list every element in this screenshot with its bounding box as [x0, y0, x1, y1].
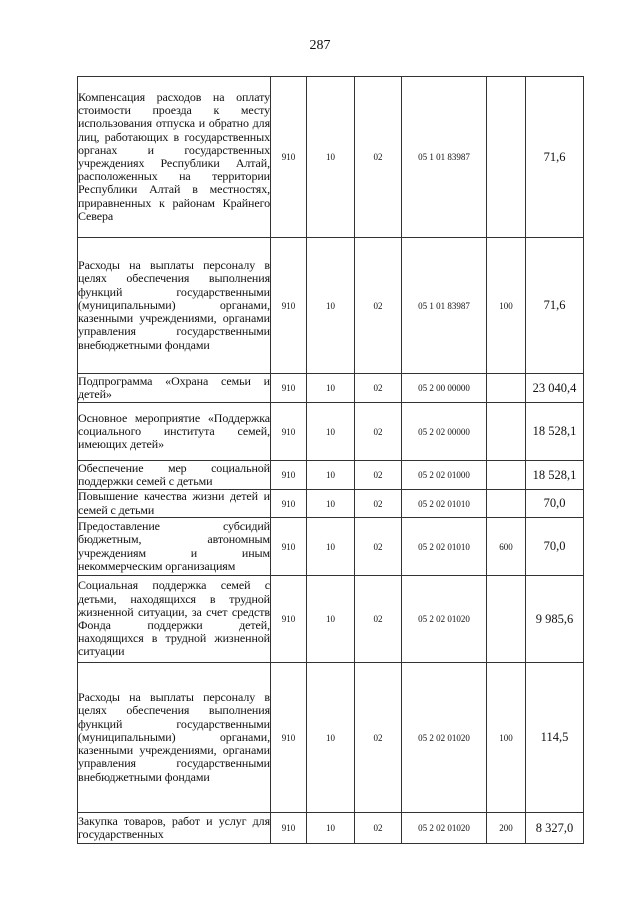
table-row: [78, 374, 584, 403]
row-description: Повышение качества жизни детей и семей с детьми: [78, 489, 270, 517]
section-code: 10: [307, 518, 355, 576]
subsection-code: 02: [355, 813, 402, 844]
target-article-code: 05 2 02 01010: [402, 490, 487, 518]
amount: 23 040,4: [526, 374, 584, 403]
page-number: 287: [309, 38, 331, 53]
row-description: Расходы на выплаты персоналу в целях обеспечения выполнения функций государственными (муниципальными) органами, казенными учреждениями, органами управления государственными внебюджетными фондами: [78, 238, 271, 374]
table-row: [78, 518, 584, 576]
expense-type-code: 100: [487, 663, 526, 813]
ministry-code: 910: [271, 813, 307, 844]
target-article-code: 05 2 02 00000: [402, 403, 487, 461]
row-description: Предоставление субсидий бюджетным, автономным учреждениям и иным некоммерческим организациям: [78, 518, 271, 576]
target-article-code: 05 2 00 00000: [402, 374, 487, 403]
target-article-code: 05 2 02 01020: [402, 813, 487, 844]
subsection-code: 02: [355, 374, 402, 403]
table-row: [78, 461, 584, 490]
section-code: 10: [307, 238, 355, 374]
table-row: [78, 403, 584, 461]
section-code: 10: [307, 576, 355, 663]
subsection-code: 02: [355, 490, 402, 518]
row-description: Основное мероприятие «Поддержка социального института семей, имеющих детей»: [78, 403, 271, 461]
table-row: [78, 238, 584, 374]
expense-type-code: 200: [487, 813, 526, 844]
amount: 71,6: [526, 238, 584, 374]
section-code: 10: [307, 77, 355, 238]
subsection-code: 02: [355, 77, 402, 238]
expense-type-code: [487, 77, 526, 238]
target-article-code: 05 2 02 01000: [402, 461, 487, 490]
ministry-code: 910: [271, 374, 307, 403]
target-article-code: 05 1 01 83987: [402, 77, 487, 238]
section-code: 10: [307, 813, 355, 844]
subsection-code: 02: [355, 576, 402, 663]
table-row: [78, 490, 584, 518]
table-row: [78, 576, 584, 663]
row-description: Закупка товаров, работ и услуг для государственных: [78, 813, 271, 844]
expense-type-code: [487, 490, 526, 518]
table-row: [78, 77, 584, 238]
ministry-code: 910: [271, 461, 307, 490]
row-description: Компенсация расходов на оплату стоимости проезда к месту использования отпуска и обратно для лиц, работающих в государственных органах и государственных учреждениях Республики Алтай, расположенных на территории Республики Алтай в местностях, приравненных к районам Крайнего Севера: [78, 77, 271, 238]
ministry-code: 910: [271, 77, 307, 238]
amount: 18 528,1: [526, 461, 584, 490]
subsection-code: 02: [355, 663, 402, 813]
subsection-code: 02: [355, 403, 402, 461]
row-description: Подпрограмма «Охрана семьи и детей»: [78, 373, 270, 401]
ministry-code: 910: [271, 518, 307, 576]
section-code: 10: [307, 663, 355, 813]
target-article-code: 05 2 02 01020: [402, 576, 487, 663]
ministry-code: 910: [271, 403, 307, 461]
amount: 18 528,1: [526, 403, 584, 461]
expense-type-code: 600: [487, 518, 526, 576]
expense-type-code: [487, 374, 526, 403]
budget-table: [77, 76, 584, 844]
subsection-code: 02: [355, 238, 402, 374]
amount: 71,6: [526, 77, 584, 238]
subsection-code: 02: [355, 518, 402, 576]
target-article-code: 05 2 02 01020: [402, 663, 487, 813]
expense-type-code: 100: [487, 238, 526, 374]
table-row: [78, 663, 584, 813]
target-article-code: 05 2 02 01010: [402, 518, 487, 576]
amount: 70,0: [526, 518, 584, 576]
target-article-code: 05 1 01 83987: [402, 238, 487, 374]
section-code: 10: [307, 374, 355, 403]
ministry-code: 910: [271, 238, 307, 374]
section-code: 10: [307, 403, 355, 461]
ministry-code: 910: [271, 490, 307, 518]
amount: 9 985,6: [526, 576, 584, 663]
amount: 8 327,0: [526, 813, 584, 844]
amount: 114,5: [526, 663, 584, 813]
row-description: Обеспечение мер социальной поддержки семей с детьми: [78, 460, 270, 488]
expense-type-code: [487, 576, 526, 663]
amount: 70,0: [526, 490, 584, 518]
ministry-code: 910: [271, 576, 307, 663]
section-code: 10: [307, 490, 355, 518]
row-description: Расходы на выплаты персоналу в целях обеспечения выполнения функций государственными (муниципальными) органами, казенными учреждениями, органами управления государственными внебюджетными фондами: [78, 663, 271, 813]
expense-type-code: [487, 403, 526, 461]
expense-type-code: [487, 461, 526, 490]
subsection-code: 02: [355, 461, 402, 490]
row-description: Социальная поддержка семей с детьми, находящихся в трудной жизненной ситуации, за счет средств Фонда поддержки детей, находящихся в трудной жизненной ситуации: [78, 576, 271, 663]
table-row: [78, 813, 584, 844]
section-code: 10: [307, 461, 355, 490]
ministry-code: 910: [271, 663, 307, 813]
